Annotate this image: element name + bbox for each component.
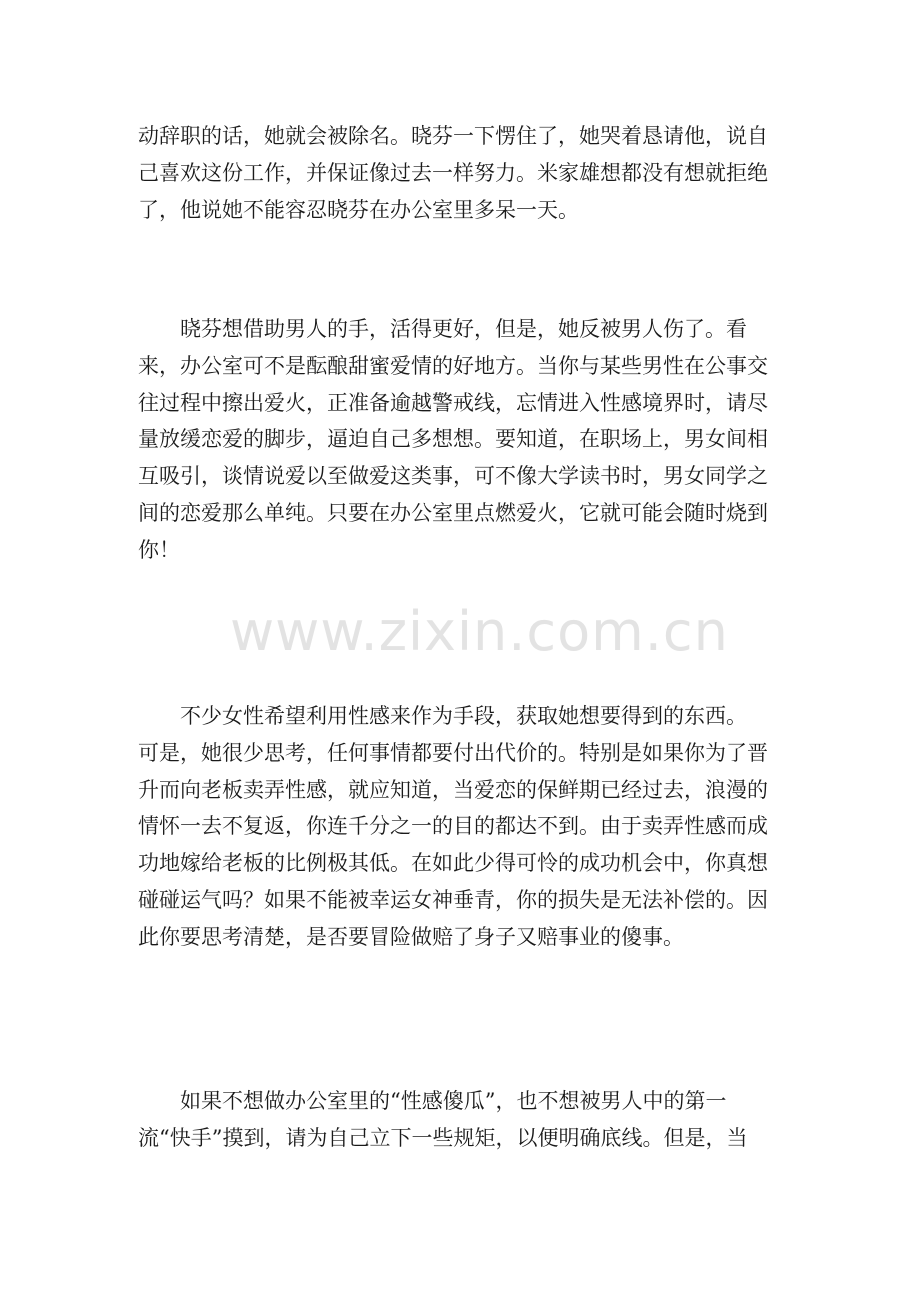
text-line: 了，他说她不能容忍晓芬在办公室里多呆一天。 [138, 197, 579, 222]
watermark: www.zixin.com.cn [230, 600, 729, 663]
text-line: 功地嫁给老板的比例极其低。在如此少得可怜的成功机会中，你真想 [138, 851, 768, 876]
paragraph [138, 1083, 786, 1157]
text-line: 来，办公室可不是酝酿甜蜜爱情的好地方。当你与某些男性在公事交 [138, 353, 768, 378]
text-line: 晓芬想借助男人的手，活得更好，但是，她反被男人伤了。看 [138, 317, 747, 341]
paragraph [138, 118, 786, 228]
text-line: 流“快手”摸到，请为自己立下一些规矩，以便明确底线。但是，当 [138, 1125, 748, 1150]
text-line: 你！ [138, 537, 180, 562]
text-line: 此你要思考清楚，是否要冒险做赔了身子又赔事业的傻事。 [138, 924, 684, 949]
paragraph [138, 311, 786, 569]
text-line: 己喜欢这份工作，并保证像过去一样努力。米家雄想都没有想就拒绝 [138, 160, 768, 185]
text-line: 如果不想做办公室里的“性感傻瓜”，也不想被男人中的第一 [138, 1089, 727, 1113]
paragraph [138, 698, 786, 956]
text-line: 情怀一去不复返，你连千分之一的目的都达不到。由于卖弄性感而成 [138, 814, 768, 839]
text-line: 往过程中擦出爱火，正准备逾越警戒线，忘情进入性感境界时，请尽 [138, 390, 768, 415]
text-line: 升而向老板卖弄性感，就应知道，当爱恋的保鲜期已经过去，浪漫的 [138, 777, 768, 802]
text-line: 可是，她很少思考，任何事情都要付出代价的。特别是如果你为了晋 [138, 740, 768, 765]
text-line: 碰碰运气吗？如果不能被幸运女神垂青，你的损失是无法补偿的。因 [138, 887, 768, 912]
text-line: 动辞职的话，她就会被除名。晓芬一下愣住了，她哭着恳请他，说自 [138, 124, 768, 148]
text-line: 不少女性希望利用性感来作为手段，获取她想要得到的东西。 [138, 704, 747, 728]
text-line: 间的恋爱那么单纯。只要在办公室里点燃爱火，它就可能会随时烧到 [138, 500, 768, 525]
text-line: 量放缓恋爱的脚步，逼迫自己多想想。要知道，在职场上，男女间相 [138, 427, 768, 452]
text-line: 互吸引，谈情说爱以至做爱这类事，可不像大学读书时，男女同学之 [138, 464, 768, 489]
